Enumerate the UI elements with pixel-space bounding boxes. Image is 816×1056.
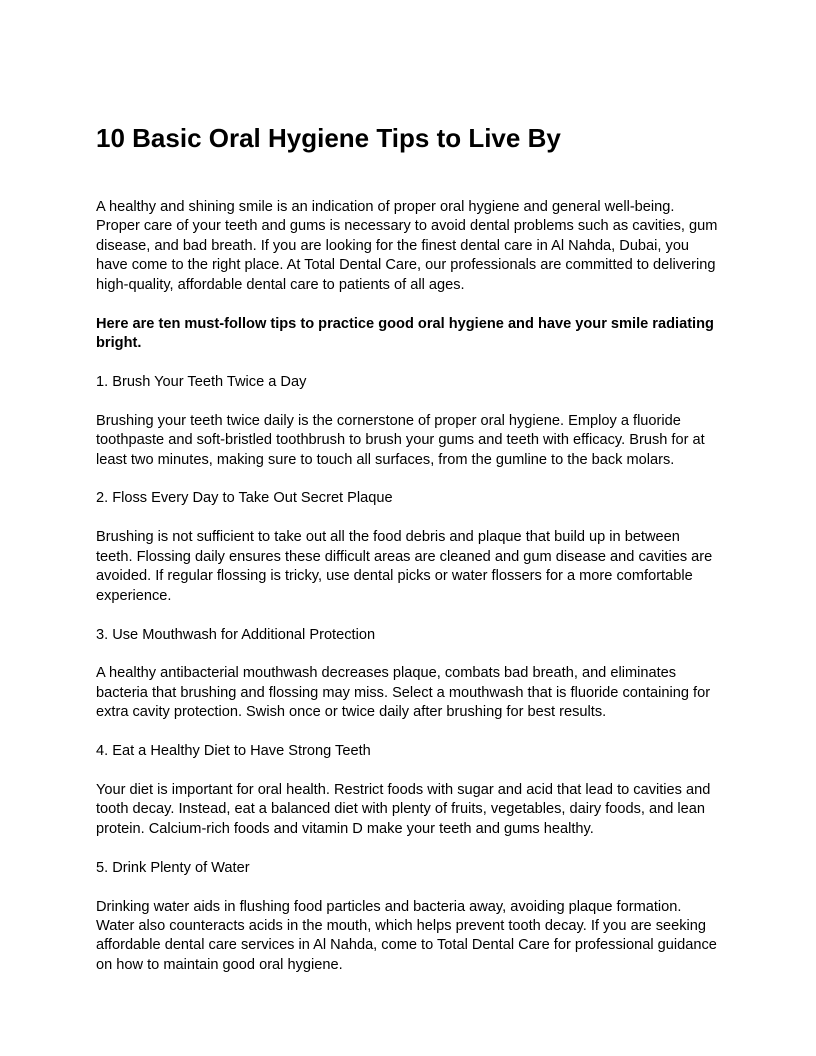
document-title: 10 Basic Oral Hygiene Tips to Live By: [96, 123, 561, 153]
tip-heading-4: 4. Eat a Healthy Diet to Have Strong Teeth: [96, 743, 371, 760]
tip-body-1: Brushing your teeth twice daily is the cornerstone of proper oral hygiene. Employ a fluoride toothpaste and soft-bristled toothbrush to brush your gums and teeth with efficacy. Brush for at least two minutes, making sure to touch all surfaces, from the gumline to the back molars.: [96, 412, 705, 468]
tip-body-2: Brushing is not sufficient to take out all the food debris and plaque that build up in between teeth. Flossing daily ensures these difficult areas are cleaned and gum disease and cavities are avoided. If regular flossing is tricky, use dental picks or water flossers for a more comfortable experience.: [96, 529, 713, 604]
intro-paragraph: A healthy and shining smile is an indication of proper oral hygiene and general well-being. Proper care of your teeth and gums is necessary to avoid dental problems such as cavities, gum disease, and bad breath. If you are looking for the finest dental care in Al Nahda, Dubai, you have come to the right place. At Total Dental Care, our professionals are committed to delivering high-quality, affordable dental care to patients of all ages.: [96, 199, 718, 293]
document-page: [96, 120, 720, 995]
tip-heading-2: 2. Floss Every Day to Take Out Secret Plaque: [96, 490, 393, 507]
tip-body-4: Your diet is important for oral health. Restrict foods with sugar and acid that lead to cavities and tooth decay. Instead, eat a balanced diet with plenty of fruits, vegetables, dairy foods, and lean protein. Calcium-rich foods and vitamin D make your teeth and gums healthy.: [96, 782, 711, 837]
lead-paragraph: Here are ten must-follow tips to practice good oral hygiene and have your smile radiating bright.: [96, 315, 714, 351]
tip-body-5: Drinking water aids in flushing food particles and bacteria away, avoiding plaque formation. Water also counteracts acids in the mouth, which helps prevent tooth decay. If you are seeking affordable dental care services in Al Nahda, come to Total Dental Care for professional guidance on how to maintain good oral hygiene.: [96, 898, 717, 973]
tip-heading-5: 5. Drink Plenty of Water: [96, 859, 250, 876]
tip-body-3: A healthy antibacterial mouthwash decreases plaque, combats bad breath, and eliminates bacteria that brushing and flossing may miss. Select a mouthwash that is fluoride containing for extra cavity protection. Swish once or twice daily after brushing for best results.: [96, 665, 711, 721]
tip-heading-1: 1. Brush Your Teeth Twice a Day: [96, 373, 307, 390]
tip-heading-3: 3. Use Mouthwash for Additional Protection: [96, 626, 376, 643]
